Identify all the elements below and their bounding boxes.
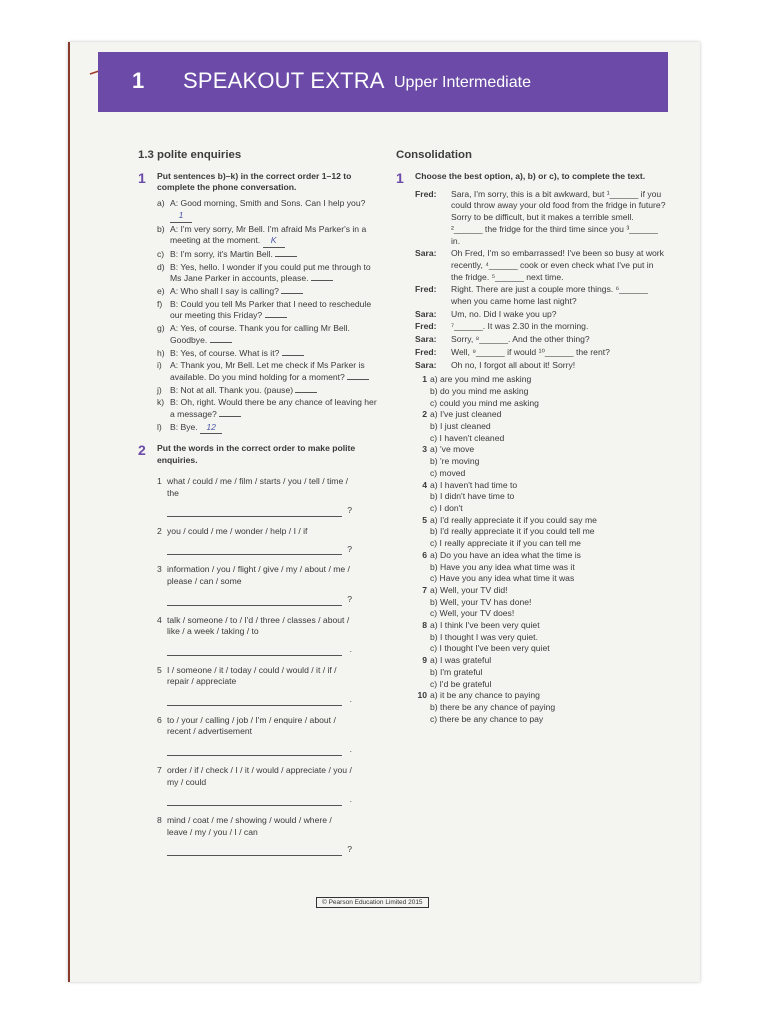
list-item — [157, 224, 378, 248]
option-list — [430, 515, 666, 550]
answer-options — [396, 374, 666, 725]
end-punctuation: . — [349, 794, 352, 805]
answer-field[interactable] — [167, 696, 342, 706]
copyright-footer: © Pearson Education Limited 2015 — [316, 897, 429, 908]
item-text — [170, 397, 378, 420]
exercise-number: 2 — [138, 442, 146, 459]
scrambled-words: order / if / check / I / it / would / appreciate / you / my / could — [167, 764, 352, 787]
section-title-polite-enquiries: 1.3 polite enquiries — [138, 149, 242, 161]
option[interactable]: c) could you mind me asking — [430, 397, 539, 408]
right-column — [396, 150, 666, 725]
option[interactable]: b) I thought I was very quiet. — [430, 631, 538, 642]
item-number: 1 — [157, 475, 162, 486]
option[interactable]: a) 've move — [430, 444, 475, 455]
option[interactable]: a) I haven't had time to — [430, 479, 518, 490]
item-label: g) — [157, 323, 165, 334]
scrambled-words: I / someone / it / today / could / would / it / if / repair / appreciate — [167, 664, 337, 687]
scrambled-words: to / your / calling / job / I'm / enquire / about / recent / advertisement — [167, 714, 336, 737]
answer-blank[interactable] — [275, 256, 297, 257]
dialogue-line — [415, 309, 666, 321]
item-sentence: B: Oh, right. Would there be any chance of leaving her a message? — [170, 397, 377, 420]
consolidation-exercise-heading — [396, 171, 666, 185]
item-number: 6 — [157, 714, 162, 725]
answer-field[interactable] — [167, 596, 342, 606]
question-options — [415, 620, 666, 655]
word-order-item — [157, 476, 378, 517]
item-label: e) — [157, 286, 165, 297]
answer-field[interactable] — [167, 646, 342, 656]
speaker-name: Sara: — [415, 248, 437, 259]
question-number: 8 — [422, 620, 427, 631]
option[interactable]: c) I don't — [430, 502, 463, 513]
answer-blank[interactable] — [282, 355, 304, 356]
list-item — [157, 198, 378, 222]
item-number: 4 — [157, 614, 162, 625]
list-item — [157, 323, 378, 346]
list-item — [157, 348, 378, 360]
item-text — [170, 348, 378, 360]
level-label: Upper Intermediate — [394, 74, 531, 91]
option[interactable]: c) I'd be grateful — [430, 678, 492, 689]
option[interactable]: b) I'd really appreciate it if you could tell me — [430, 526, 595, 537]
option-list — [430, 585, 666, 620]
speaker-name: Sara: — [415, 334, 437, 345]
question-number: 4 — [422, 479, 427, 490]
dialogue-line — [415, 248, 666, 283]
option-list — [430, 655, 666, 690]
answer-line — [167, 594, 352, 606]
question-number: 10 — [417, 690, 427, 701]
option[interactable]: c) moved — [430, 467, 466, 478]
answer-blank[interactable] — [219, 416, 241, 417]
item-sentence: B: Bye. — [170, 421, 198, 432]
item-sentence: B: Yes, hello. I wonder if you could put me through to Ms Jane Parker in accounts, please. — [170, 261, 371, 284]
exercise-instruction: Put sentences b)–k) in the correct order 1–12 to complete the phone conversation. — [157, 170, 352, 193]
option[interactable]: b) do you mind me asking — [430, 385, 529, 396]
answer-blank[interactable] — [281, 293, 303, 294]
dialogue-text: Um, no. Did I wake you up? — [451, 308, 557, 319]
item-text — [170, 385, 378, 397]
answer-field[interactable] — [167, 507, 342, 517]
option[interactable]: c) Have you any idea what time it was — [430, 573, 575, 584]
list-item — [157, 249, 378, 261]
answer-line — [167, 544, 352, 556]
item-label: h) — [157, 347, 165, 358]
scrambled-words: mind / coat / me / showing / would / where / leave / my / you / I / can — [167, 814, 332, 837]
item-label: j) — [157, 384, 162, 395]
answer-blank[interactable]: 1 — [170, 210, 192, 223]
item-body — [167, 476, 378, 517]
header-banner — [98, 52, 668, 112]
option[interactable]: a) I think I've been very quiet — [430, 620, 540, 631]
speaker-name: Fred: — [415, 284, 437, 295]
question-number: 9 — [422, 655, 427, 666]
item-text — [170, 224, 378, 248]
end-punctuation: ? — [347, 543, 352, 554]
question-options — [415, 444, 666, 479]
option[interactable]: a) I'd really appreciate it if you could say me — [430, 514, 597, 525]
item-body — [167, 615, 378, 656]
item-label: d) — [157, 261, 165, 272]
end-punctuation: ? — [347, 844, 352, 855]
option-list — [430, 550, 666, 585]
answer-field[interactable] — [167, 746, 342, 756]
answer-line — [167, 844, 352, 856]
option[interactable]: c) there be any chance to pay — [430, 713, 544, 724]
answer-blank[interactable]: 12 — [200, 422, 222, 435]
option-list — [430, 374, 666, 409]
item-sentence: B: Yes, of course. What is it? — [170, 347, 280, 358]
list-item — [157, 397, 378, 420]
dialogue-line — [415, 189, 666, 248]
dialogue-text: Sara, I'm sorry, this is a bit awkward, but ¹______ if you could throw away your old food from the fridge in future? Sorry to be difficult, but it makes a terrible smell. ²______ the fridge for the third time since you ³______ in. — [451, 188, 666, 246]
item-label: a) — [157, 198, 165, 209]
item-sentence: A: Who shall I say is calling? — [170, 286, 279, 297]
item-sentence: A: Yes, of course. Thank you for calling Mr Bell. Goodbye. — [170, 323, 350, 345]
question-options — [415, 550, 666, 585]
exercise-instruction: Put the words in the correct order to make polite enquiries. — [157, 443, 356, 466]
speaker-name: Sara: — [415, 359, 437, 370]
option[interactable]: b) Have you any idea what time was it — [430, 561, 575, 572]
item-text — [170, 422, 378, 435]
scrambled-words: what / could / me / film / starts / you / tell / time / the — [167, 475, 349, 498]
list-item — [157, 360, 378, 383]
answer-blank[interactable] — [347, 379, 369, 380]
answer-blank[interactable]: K — [263, 235, 285, 248]
item-label: k) — [157, 397, 165, 408]
dialogue-line — [415, 321, 666, 333]
answer-line — [167, 694, 352, 706]
item-label: l) — [157, 421, 162, 432]
option[interactable]: b) I didn't have time to — [430, 491, 515, 502]
speaker-name: Fred: — [415, 346, 437, 357]
question-options — [415, 409, 666, 444]
end-punctuation: . — [349, 643, 352, 654]
question-number: 5 — [422, 514, 427, 525]
word-order-item — [157, 564, 378, 605]
option[interactable]: a) Do you have an idea what the time is — [430, 549, 581, 560]
option-list — [430, 620, 666, 655]
item-text — [170, 262, 378, 285]
option[interactable]: a) it be any chance to paying — [430, 690, 540, 701]
item-body — [167, 564, 378, 605]
option[interactable]: a) I've just cleaned — [430, 409, 502, 420]
dialogue-text: ⁷______. It was 2.30 in the morning. — [451, 321, 589, 332]
end-punctuation: . — [349, 744, 352, 755]
series-title: SPEAKOUT EXTRA — [183, 68, 385, 93]
option[interactable]: c) Well, your TV does! — [430, 608, 515, 619]
end-punctuation: . — [349, 694, 352, 705]
list-item — [157, 286, 378, 298]
list-item — [157, 422, 378, 435]
word-order-item — [157, 526, 378, 555]
answer-line — [167, 744, 352, 756]
question-number: 3 — [422, 444, 427, 455]
item-sentence: B: Could you tell Ms Parker that I need to reschedule our meeting this Friday? — [170, 298, 372, 321]
word-order-list — [138, 476, 378, 856]
item-label: b) — [157, 223, 165, 234]
item-number: 5 — [157, 664, 162, 675]
dialogue-text: Oh Fred, I'm so embarrassed! I've been so busy at work recently, ⁴______ cook or even check what I've put in the fridge. ⁵______ next time. — [451, 248, 664, 282]
option-list — [430, 690, 666, 725]
scrambled-words: information / you / flight / give / my / about / me / please / can / some — [167, 564, 350, 587]
item-sentence: B: Not at all. Thank you. (pause) — [170, 384, 294, 395]
option[interactable]: a) Well, your TV did! — [430, 584, 508, 595]
option[interactable]: c) I haven't cleaned — [430, 432, 505, 443]
item-sentence: A: Good morning, Smith and Sons. Can I help you? — [170, 198, 366, 209]
left-column — [138, 150, 378, 856]
section-title-consolidation: Consolidation — [396, 149, 472, 161]
exercise-2-heading — [138, 443, 378, 466]
option-list — [430, 480, 666, 515]
item-text — [170, 299, 378, 322]
option[interactable]: a) are you mind me asking — [430, 374, 532, 385]
dialogue-text: Sorry, ⁸______. And the other thing? — [451, 334, 590, 345]
option[interactable]: b) there be any chance of paying — [430, 701, 556, 712]
ordering-list — [138, 198, 378, 434]
option[interactable]: b) I'm grateful — [430, 666, 483, 677]
exercise-1-heading — [138, 171, 378, 194]
answer-blank[interactable] — [210, 342, 232, 343]
question-number: 2 — [422, 409, 427, 420]
item-text — [170, 198, 378, 222]
answer-blank[interactable] — [295, 392, 317, 393]
word-order-item — [157, 665, 378, 706]
item-label: c) — [157, 248, 165, 259]
item-text — [170, 323, 378, 346]
word-order-item — [157, 815, 378, 856]
speaker-name: Sara: — [415, 308, 437, 319]
item-sentence: A: Thank you, Mr Bell. Let me check if Ms Parker is available. Do you mind holding for a moment? — [170, 360, 365, 382]
dialogue-line — [415, 334, 666, 346]
item-label: f) — [157, 298, 163, 309]
list-item — [157, 299, 378, 322]
item-body — [167, 715, 378, 756]
item-label: i) — [157, 360, 162, 371]
item-number: 2 — [157, 525, 162, 536]
exercise-number: 1 — [396, 169, 404, 186]
exercise-number: 1 — [138, 169, 146, 186]
item-number: 8 — [157, 814, 162, 825]
worksheet-page — [68, 42, 700, 982]
answer-field[interactable] — [167, 846, 342, 856]
option[interactable]: a) I was grateful — [430, 655, 492, 666]
answer-line — [167, 505, 352, 517]
question-options — [415, 374, 666, 409]
list-item — [157, 385, 378, 397]
answer-field[interactable] — [167, 796, 342, 806]
question-options — [415, 655, 666, 690]
item-number: 7 — [157, 764, 162, 775]
scrambled-words: talk / someone / to / I'd / three / classes / about / like / a week / taking / to — [167, 614, 350, 637]
question-options — [415, 690, 666, 725]
option[interactable]: b) 're moving — [430, 456, 480, 467]
option-list — [430, 409, 666, 444]
option[interactable]: c) I thought I've been very quiet — [430, 643, 550, 654]
option[interactable]: c) I really appreciate it if you can tell me — [430, 538, 581, 549]
item-text — [170, 286, 378, 298]
list-item — [157, 262, 378, 285]
end-punctuation: ? — [347, 593, 352, 604]
dialogue-line — [415, 284, 666, 307]
item-sentence: A: I'm very sorry, Mr Bell. I'm afraid Ms Parker's in a meeting at the moment. — [170, 223, 367, 246]
dialogue-text: Right. There are just a couple more things. ⁶______ when you came home last night? — [451, 284, 648, 307]
word-order-item — [157, 765, 378, 806]
question-number: 6 — [422, 549, 427, 560]
option[interactable]: b) Well, your TV has done! — [430, 596, 532, 607]
question-options — [415, 515, 666, 550]
question-number: 7 — [422, 584, 427, 595]
item-body — [167, 815, 378, 856]
option-list — [430, 444, 666, 479]
speaker-name: Fred: — [415, 188, 437, 199]
word-order-item — [157, 615, 378, 656]
dialogue-line — [415, 347, 666, 359]
answer-line — [167, 794, 352, 806]
dialogue-line — [415, 360, 666, 372]
exercise-instruction: Choose the best option, a), b) or c), to complete the text. — [415, 170, 646, 181]
item-number: 3 — [157, 564, 162, 575]
dialogue-text: Well, ⁹______ if would ¹⁰______ the rent? — [451, 346, 610, 357]
item-text — [170, 249, 378, 261]
answer-blank[interactable] — [265, 317, 287, 318]
question-options — [415, 480, 666, 515]
option[interactable]: b) I just cleaned — [430, 421, 491, 432]
margin-line — [68, 42, 70, 982]
scrambled-words: you / could / me / wonder / help / I / if — [167, 525, 308, 536]
dialogue — [396, 189, 666, 372]
item-text — [170, 360, 378, 383]
answer-line — [167, 644, 352, 656]
dialogue-text: Oh no, I forgot all about it! Sorry! — [451, 359, 576, 370]
word-order-item — [157, 715, 378, 756]
answer-blank[interactable] — [311, 280, 333, 281]
unit-number: 1 — [132, 68, 145, 93]
question-options — [415, 585, 666, 620]
answer-field[interactable] — [167, 545, 342, 555]
end-punctuation: ? — [347, 505, 352, 516]
item-body — [167, 526, 378, 555]
speaker-name: Fred: — [415, 321, 437, 332]
item-body — [167, 765, 378, 806]
item-body — [167, 665, 378, 706]
item-sentence: B: I'm sorry, it's Martin Bell. — [170, 248, 273, 259]
question-number: 1 — [422, 374, 427, 385]
